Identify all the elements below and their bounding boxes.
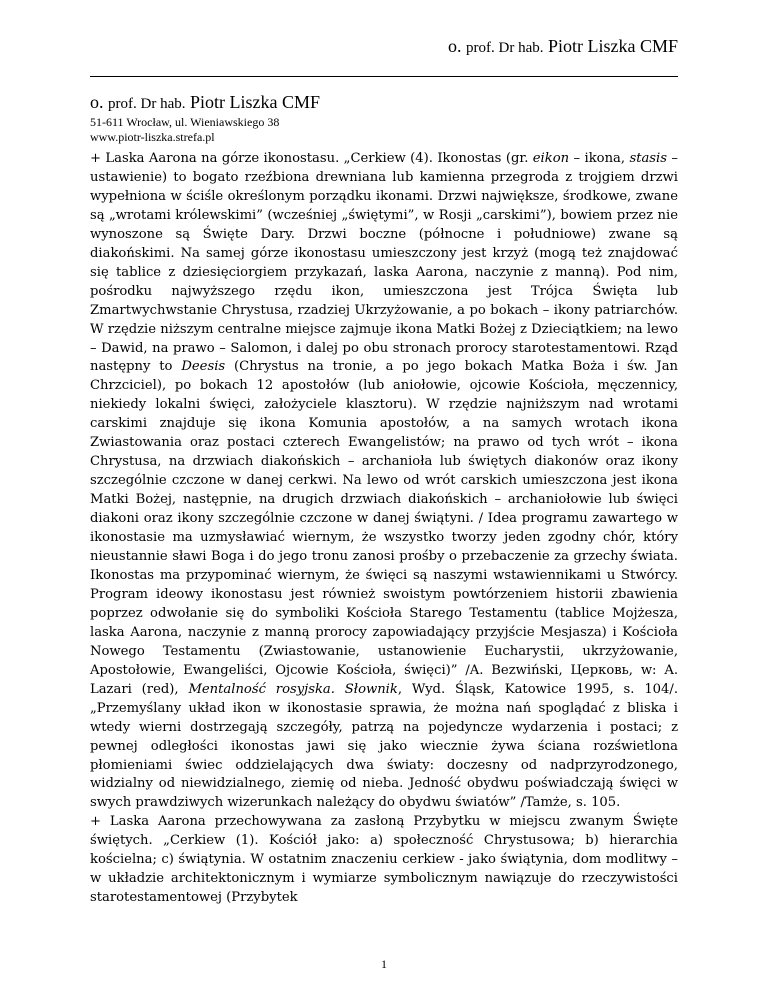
author-address: 51-611 Wrocław, ul. Wieniawskiego 38	[90, 115, 280, 129]
header-divider	[90, 76, 678, 77]
text-run: + Laska Aarona przechowywana za zasłoną Przybytku w miejscu zwanym Święte świętych. „Cerkiew (1). Kościół jako: a) społeczność Chrystusowa; b) hierarchia kościelna; c) świątynia. W ostatnim znaczeniu cerkiew - jako świątynia, dom modlitwy – w układzie architektonicznym i wymiarze symbolicznym nawiązuje do rzeczywistości starotestamentowej (Przybytek	[90, 814, 678, 906]
header-prof: prof. Dr hab.	[466, 40, 544, 56]
italic-run: Mentalność rosyjska. Słownik	[188, 681, 398, 697]
body-text	[90, 150, 678, 908]
text-run: – ustawienie) to bogato rzeźbiona drewniana lub kamienna przegroda z trojgiem drzwi wypełniona w ściśle określonym porządku ikonami. Drzwi największe, środkowe, zwane są „wrotami królewskimi” (wcześniej „świętymi”, w Rosji „carskimi”), bowiem przez nie wynoszone są Święte Dary. Drzwi boczne (północne i południowe) zwane są diakońskimi. Na samej górze ikonostasu umieszczony jest krzyż (mogą też znajdować się tablice z dziesięciorgiem przykazań, laska Aarona, naczynie z manną). Pod nim, pośrodku najwyższego rzędu ikon, umieszczona jest Trójca Święta lub Zmartwychwstanie Chrystusa, rzadziej Ukrzyżowanie, a po bokach – ikony patriarchów. W rzędzie niższym centralne miejsce zajmuje ikona Matki Bożej z Dzieciątkiem; na lewo – Dawid, na prawo – Salomon, i dalej po obu stronach prorocy starotestamentowi. Rząd następny to	[90, 151, 678, 375]
header-o: o.	[448, 36, 462, 56]
author-prof: prof. Dr hab.	[108, 96, 186, 112]
page-header	[448, 36, 678, 57]
header-name: Piotr Liszka CMF	[547, 36, 678, 56]
page-number: 1	[381, 957, 387, 971]
text-run: – ikona,	[569, 151, 630, 166]
italic-run: stasis	[629, 151, 668, 166]
text-run: + Laska Aarona na górze ikonostasu. „Cerkiew (4). Ikonostas (gr.	[90, 151, 533, 166]
author-block	[90, 91, 320, 145]
italic-run: eikon	[532, 151, 570, 166]
text-run: (Chrystus na tronie, a po jego bokach Matka Boża i św. Jan Chrzciciel), po bokach 12 apostołów (lub aniołowie, ojcowie Kościoła, męczennicy, niekiedy lokalni święci, założyciele klasztoru). W rzędzie najniższym nad wrotami carskimi znajduje się ikona Komunia apostołów, a na samych wrotach ikona Zwiastowania oraz postaci czterech Ewangelistów; na prawo od tych wrót – ikona Chrystusa, na drzwiach diakońskich – archanioła lub świętych diakonów oraz ikony szczególnie czczone w danej cerkwi. Na lewo od wrót carskich umieszczona jest ikona Matki Bożej, następnie, na drugich drzwiach diakońskich – archaniołowie lub święci diakoni oraz ikony szczególnie czczone w danej świątyni. / Idea programu zawartego w ikonostasie ma uzmysławiać wiernym, że wszystko tworzy jeden zgodny chór, który nieustannie sławi Boga i do jego tronu zanosi prośby o przebaczenie za grzechy świata. Ikonostas ma przypominać wiernym, że święci są naszymi wstawiennikami u Stwórcy. Program ideowy ikonostasu jest również swoistym powtórzeniem historii zbawienia poprzez odwołanie się do symboliki Kościoła Starego Testamentu (tablice Mojżesza, laska Aarona, naczynie z manną prorocy zapowiadający przyjście Mesjasza) i Kościoła Nowego Testamentu (Zwiastowanie, ustanowienie Eucharystii, ukrzyżowanie, Apostołowie, Ewangeliści, Ojcowie Kościoła, święci)” /A. Bezwiński, Церковь, w: A. Lazari (red),	[90, 359, 678, 697]
paragraph-1	[90, 150, 678, 813]
author-fullname: Piotr Liszka CMF	[189, 92, 320, 112]
italic-run: Deesis	[181, 359, 226, 375]
author-o: o.	[90, 92, 104, 112]
text-run: , Wyd. Śląsk, Katowice 1995, s. 104/. „Przemyślany układ ikon w ikonostasie sprawia, że można nań spoglądać z bliska i wtedy wierni dostrzegają szczegóły, patrzą na pojedyncze wydarzenia i postaci; z pewnej odległości ikonostas jawi się jako wiecznie żywa ściana rozświetlona płomieniami świec oddzielających dwa światy: doczesny od nadprzyrodzonego, widzialny od niewidzialnego, ziemię od nieba. Jedność obydwu poświadczają święci w swych prawdziwych wizerunkach należący do obydwu światów” /Tamże, s. 105.	[90, 681, 679, 811]
author-name	[90, 91, 320, 115]
paragraph-2	[90, 813, 678, 908]
author-website: www.piotr-liszka.strefa.pl	[90, 130, 215, 144]
